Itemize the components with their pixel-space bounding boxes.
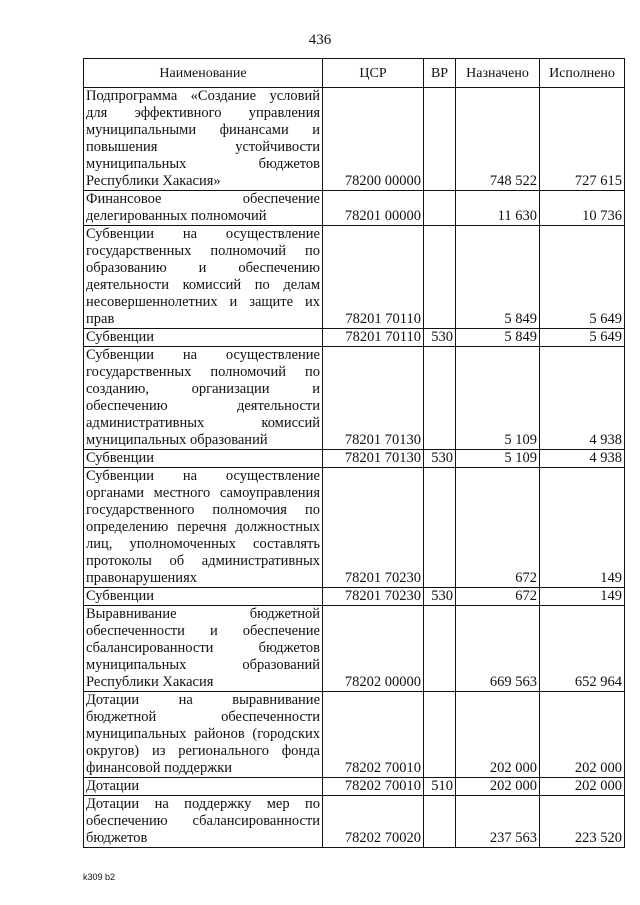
row-executed: 727 615	[540, 88, 625, 191]
row-vr: 530	[424, 588, 456, 606]
row-name: Дотации на выравнивание бюджетной обеспеченности муниципальных районов (городских округов) из регионального фонда финансовой поддержки	[84, 692, 323, 778]
row-csr: 78202 00000	[323, 606, 424, 692]
row-name: Субвенции	[84, 450, 323, 468]
header-name: Наименование	[84, 59, 323, 88]
row-vr: 510	[424, 778, 456, 796]
row-executed: 5 649	[540, 329, 625, 347]
row-planned: 11 630	[456, 191, 540, 226]
table-row	[84, 226, 625, 329]
row-vr	[424, 606, 456, 692]
row-name: Финансовое обеспечение делегированных полномочий	[84, 191, 323, 226]
table-row	[84, 329, 625, 347]
row-executed: 149	[540, 468, 625, 588]
table-row	[84, 468, 625, 588]
table-header-row	[84, 59, 625, 88]
row-vr	[424, 468, 456, 588]
table-row	[84, 88, 625, 191]
row-planned: 748 522	[456, 88, 540, 191]
row-planned: 237 563	[456, 796, 540, 848]
row-executed: 4 938	[540, 347, 625, 450]
row-name: Дотации	[84, 778, 323, 796]
row-csr: 78201 00000	[323, 191, 424, 226]
table-row	[84, 191, 625, 226]
footer-code: k309 b2	[83, 872, 116, 882]
row-executed: 652 964	[540, 606, 625, 692]
row-executed: 10 736	[540, 191, 625, 226]
row-csr: 78202 70010	[323, 692, 424, 778]
row-csr: 78201 70110	[323, 226, 424, 329]
table-row	[84, 588, 625, 606]
row-vr: 530	[424, 450, 456, 468]
table-row	[84, 606, 625, 692]
header-executed: Исполнено	[540, 59, 625, 88]
row-name: Субвенции на осуществление органами местного самоуправления государственного полномочия по определению перечня должностных лиц, уполномоченных составлять протоколы об административных правонарушениях	[84, 468, 323, 588]
row-csr: 78201 70130	[323, 450, 424, 468]
table-row	[84, 347, 625, 450]
table-row	[84, 778, 625, 796]
row-planned: 5 109	[456, 347, 540, 450]
row-name: Дотации на поддержку мер по обеспечению сбалансированности бюджетов	[84, 796, 323, 848]
header-csr: ЦСР	[323, 59, 424, 88]
row-planned: 202 000	[456, 692, 540, 778]
row-planned: 5 849	[456, 329, 540, 347]
row-name: Подпрограмма «Создание условий для эффективного управления муниципальными финансами и повышения устойчивости муниципальных бюджетов Республики Хакасия»	[84, 88, 323, 191]
row-csr: 78201 70230	[323, 468, 424, 588]
row-name: Субвенции на осуществление государственных полномочий по образованию и обеспечению деятельности комиссий по делам несовершеннолетних и защите их прав	[84, 226, 323, 329]
table-row	[84, 796, 625, 848]
row-vr	[424, 191, 456, 226]
row-csr: 78202 70020	[323, 796, 424, 848]
row-executed: 149	[540, 588, 625, 606]
row-planned: 5 849	[456, 226, 540, 329]
row-name: Субвенции на осуществление государственных полномочий по созданию, организации и обеспечению деятельности административных комиссий муниципальных образований	[84, 347, 323, 450]
row-csr: 78201 70230	[323, 588, 424, 606]
row-executed: 4 938	[540, 450, 625, 468]
row-planned: 5 109	[456, 450, 540, 468]
row-vr: 530	[424, 329, 456, 347]
row-vr	[424, 226, 456, 329]
row-vr	[424, 88, 456, 191]
header-planned: Назначено	[456, 59, 540, 88]
row-planned: 672	[456, 588, 540, 606]
row-executed: 202 000	[540, 778, 625, 796]
page-number: 436	[308, 32, 332, 48]
row-name: Выравнивание бюджетной обеспеченности и обеспечение сбалансированности бюджетов муниципальных образований Республики Хакасия	[84, 606, 323, 692]
row-vr	[424, 692, 456, 778]
row-csr: 78201 70110	[323, 329, 424, 347]
row-name: Субвенции	[84, 588, 323, 606]
row-vr	[424, 796, 456, 848]
header-vr: ВР	[424, 59, 456, 88]
budget-table	[83, 58, 625, 848]
row-planned: 202 000	[456, 778, 540, 796]
row-csr: 78200 00000	[323, 88, 424, 191]
row-csr: 78202 70010	[323, 778, 424, 796]
row-executed: 223 520	[540, 796, 625, 848]
row-csr: 78201 70130	[323, 347, 424, 450]
row-executed: 5 649	[540, 226, 625, 329]
table-row	[84, 450, 625, 468]
table-row	[84, 692, 625, 778]
row-planned: 669 563	[456, 606, 540, 692]
row-vr	[424, 347, 456, 450]
row-name: Субвенции	[84, 329, 323, 347]
row-planned: 672	[456, 468, 540, 588]
row-executed: 202 000	[540, 692, 625, 778]
